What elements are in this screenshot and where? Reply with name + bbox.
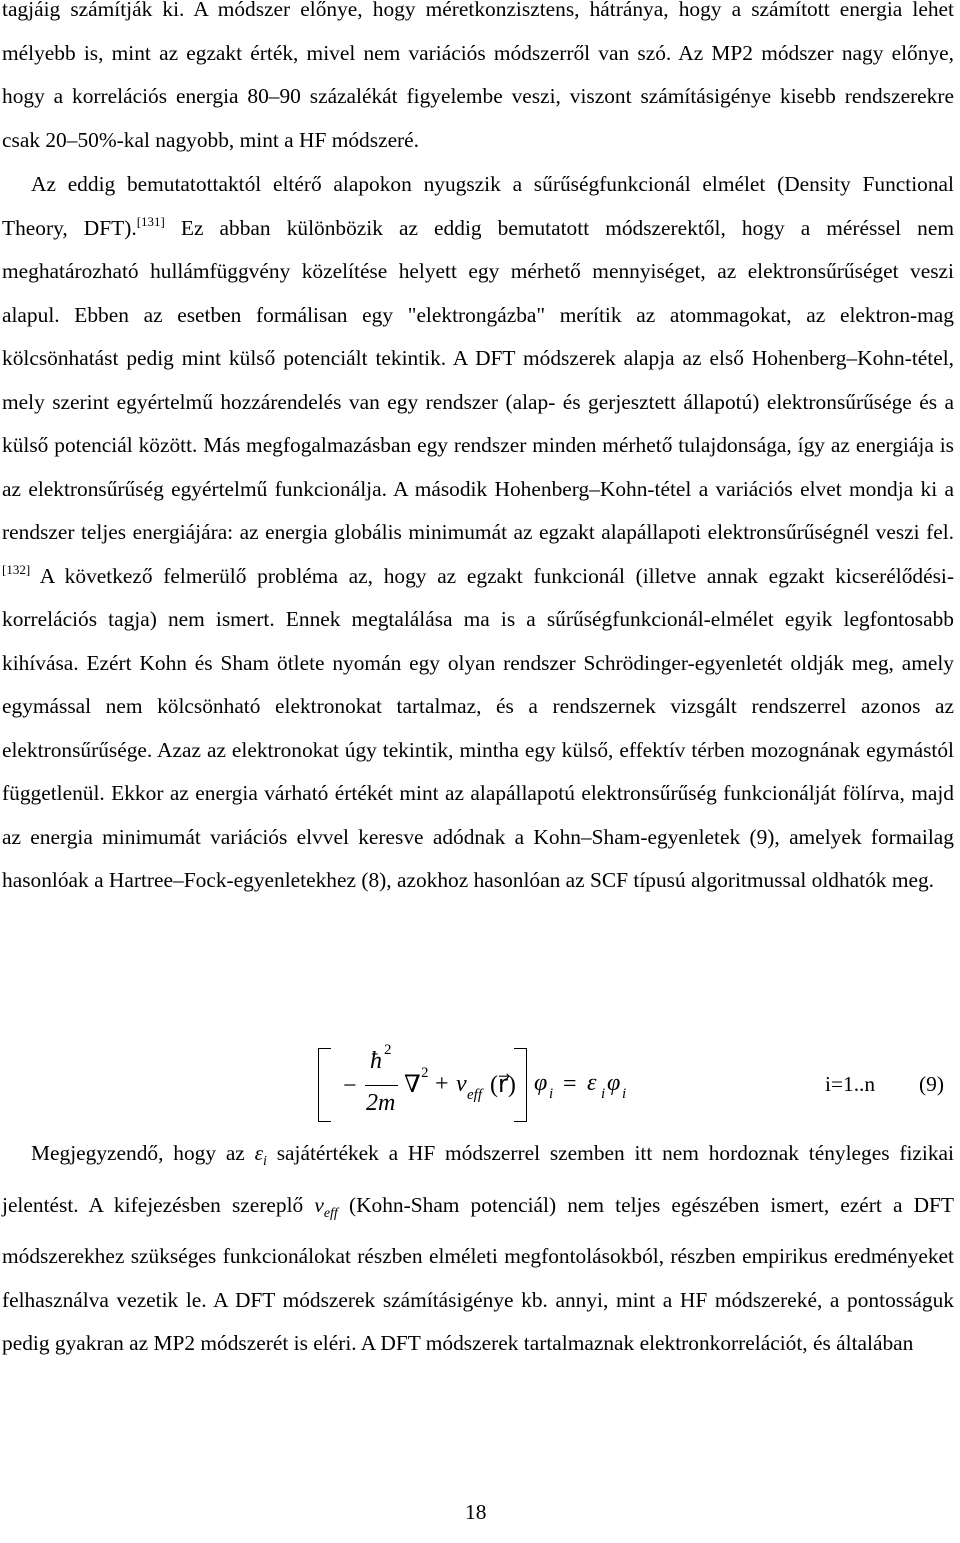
citation-ref: [132] [2, 561, 31, 577]
v-eff-subscript: eff [323, 1205, 338, 1221]
citation-ref: [131] [136, 213, 165, 229]
eq-minus: − [343, 1073, 357, 1099]
eq-hbar-square: 2 [384, 1042, 392, 1058]
paragraph-dft [2, 163, 954, 903]
eq-equals: = [563, 1071, 577, 1097]
paragraph-text: tagjáig számítják ki. A módszer előnye, hogy méretkonzisztens, hátránya, hogy a számított energia lehet mélyebb is, mint az egzakt érték, mivel nem variációs módszerről van szó. Az MP2 módszer nagy előnye, hogy a korrelációs energia 80–90 százalékát figyelembe veszi, viszont számításigénye kisebb rendszerekre csak 20–50%-kal nagyobb, mint a HF módszeré. [2, 0, 954, 152]
paragraph-mp2 [2, 0, 954, 162]
eq-epsilon-subscript: i [601, 1086, 606, 1102]
paragraph-text: (Kohn-Sham potenciál) nem teljes egészében ismert, ezért a DFT módszerekhez szükséges funkcionálokat részben elméleti megfontolásokból, részben empirikus eredményeket felhasználva vezetik le. A DFT módszerek számításigénye kb. annyi, mint a HF módszereké, a pontosságuk pedig gyakran az MP2 módszerét is eléri. A DFT módszerek tartalmaznak elektronkorrelációt, és általában [2, 1192, 954, 1355]
equation-number: (9) [919, 1072, 944, 1096]
eq-r-argument: (r⃗) [490, 1072, 516, 1098]
fraction-line [365, 1085, 398, 1086]
equation-range: i=1..n [825, 1072, 876, 1096]
eq-phi-subscript: i [622, 1086, 627, 1102]
paragraph-text: Ez abban különbözik az eddig bemutatott módszerektől, hogy a méréssel nem meghatározható hullámfüggvény közelítése helyett egy mérhető mennyiséget, az elektronsűrűséget veszi alapul. Ebben az esetben formálisan egy "elektrongázba" merítik az atommagokat, az elektron-mag kölcsönhatást pedig mint külső potenciált tekintik. A DFT módszerek alapja az első Hohenberg–Kohn-tétel, mely szerint egyértelmű hozzárendelés van egy rendszer (alap- és gerjesztett állapotú) elektronsűrűsége és a külső potenciál között. Más megfogalmazásban egy rendszer minden mérhető tulajdonsága, így az energiája is az elektronsűrűség egyértelmű funkcionálja. A második Hohenberg–Kohn-tétel a variációs elvet mondja ki a rendszer teljes energiájára: az energia globális minimumát az egzakt alapállapoti elektronsűrűségnél veszi fel. [2, 215, 954, 544]
eq-v: v [456, 1071, 467, 1097]
eq-nabla: ∇ [404, 1072, 421, 1098]
eq-denominator: 2m [366, 1090, 396, 1116]
paragraph-text: A következő felmerülő probléma az, hogy az egzakt funkcionál (illetve annak egzakt kicserélődési-korrelációs tagja) nem ismert. Ennek megtalálása ma is a sűrűségfunkcionál-elmélet egyik legfontosabb kihívása. Ezért Kohn és Sham ötlete nyomán egy olyan rendszer Schrödinger-egyenletét oldják meg, amely egymással nem kölcsönható elektronokat tartalmaz, és a rendszernek vizsgált rendszerrel azonos az elektronsűrűsége. Azaz az elektronokat úgy tekintik, mintha egy külső, effektív térben mozognának egymástól függetlenül. Ekkor az energia várható értékét mint az alapállapotú elektronsűrűség funkcionálját fölírva, majd az energia minimumát variációs elvvel keresve adódnak a Kohn–Sham-egyenletek (9), amelyek formailag hasonlóak a Hartree–Fock-egyenletekhez (8), azokhoz hasonlóan az SCF típusú algoritmussal oldhatók meg. [2, 563, 954, 892]
eq-phi-right: φ [607, 1070, 621, 1096]
eq-epsilon: ε [587, 1070, 597, 1096]
eq-phi-subscript: i [549, 1086, 554, 1102]
paragraph-text: sajátértékek a HF módszerrel szemben itt nem hordoznak tényleges fizikai jelentést. A kifejezésben szereplő [2, 1141, 954, 1217]
eq-nabla-square: 2 [421, 1065, 429, 1081]
eq-plus: + [435, 1071, 449, 1097]
kohn-sham-equation [0, 1040, 960, 1120]
eq-hbar: ħ [370, 1048, 382, 1074]
v-symbol: v [314, 1192, 324, 1217]
page-number: 18 [465, 1500, 487, 1524]
paragraph-text: Megjegyzendő, hogy az [31, 1141, 255, 1165]
epsilon-symbol: ε [254, 1141, 264, 1165]
paragraph-remarks [2, 1132, 954, 1366]
paragraph-text: Az eddig bemutatottaktól eltérő alapokon nyugszik a sűrűségfunkcionál elmélet (Density Functional Theory, DFT). [2, 172, 954, 240]
right-bracket [514, 1048, 527, 1122]
left-bracket [318, 1048, 331, 1122]
epsilon-subscript: i [263, 1154, 267, 1169]
eq-phi-left: φ [534, 1070, 548, 1096]
eq-v-eff-subscript: eff [467, 1087, 482, 1103]
